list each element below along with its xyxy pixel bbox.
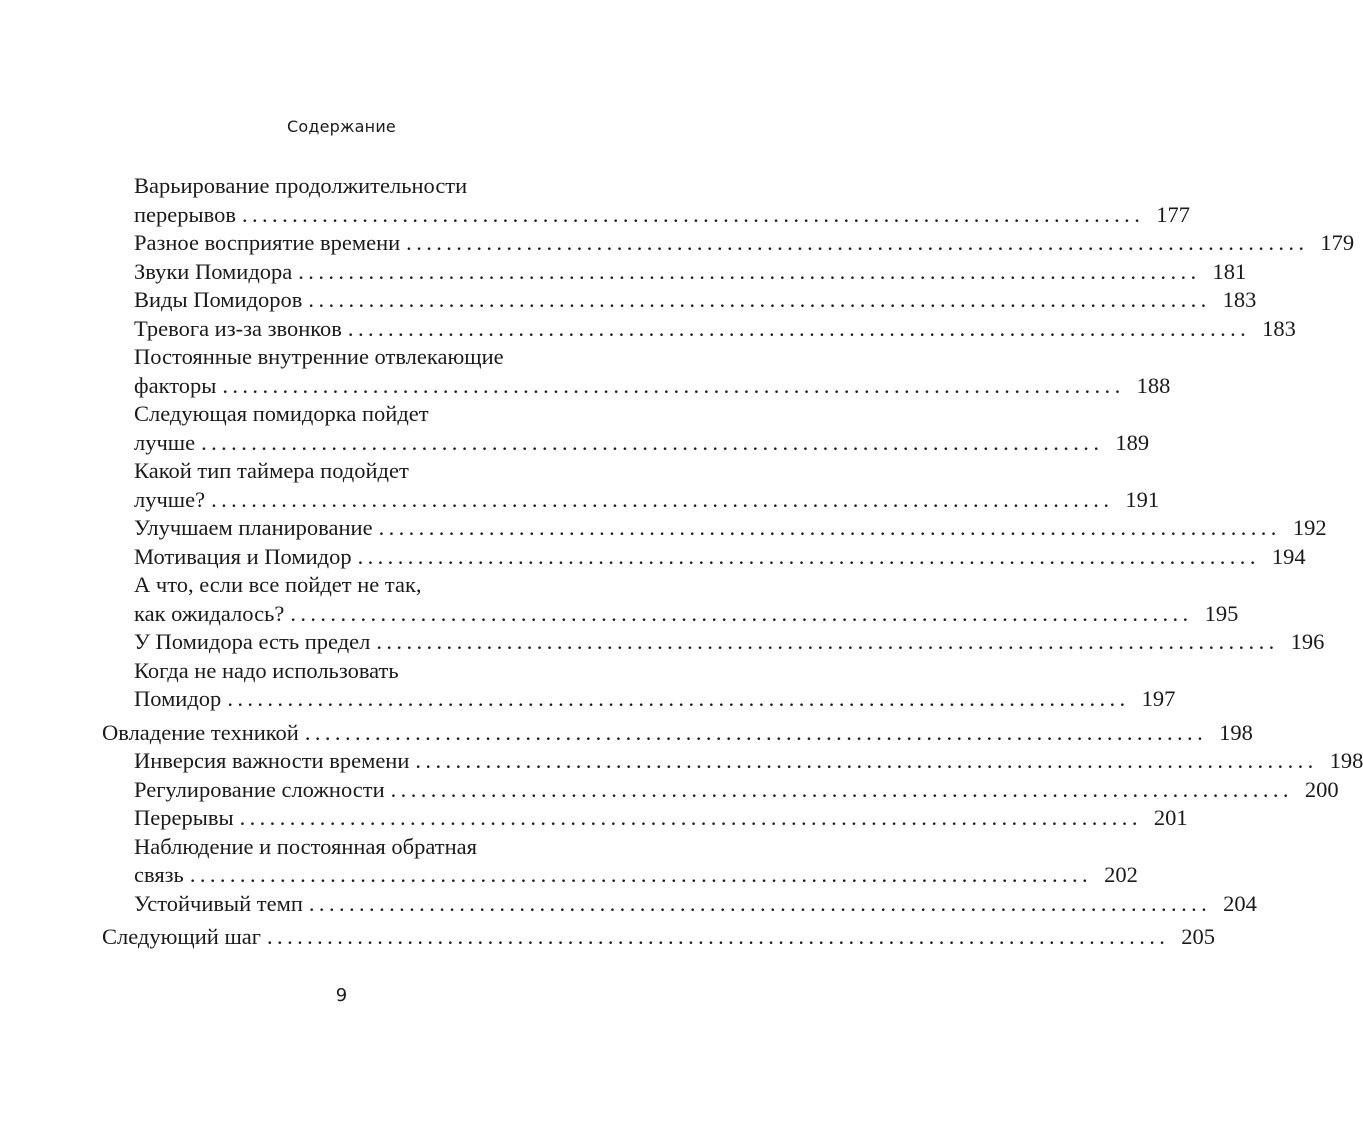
toc-page-number: 177: [1156, 201, 1190, 227]
toc-entry-title: Овладение техникой: [102, 719, 299, 745]
toc-entry[interactable]: [102, 315, 1296, 344]
toc-entry-title: Устойчивый темп: [134, 890, 303, 916]
toc-entry-title: Разное восприятие времени: [134, 230, 401, 255]
dot-leader: ..........................................................................................: [347, 315, 1251, 341]
running-head: Содержание: [287, 117, 396, 136]
toc-page-number: 195: [1204, 600, 1239, 626]
toc-entry-title: Варьирование продолжительности: [134, 173, 468, 198]
toc-page-number: 192: [1292, 515, 1327, 540]
toc-page-number: 205: [1181, 924, 1216, 949]
toc-entry[interactable]: [102, 776, 1339, 805]
toc-page-number: 194: [1271, 543, 1306, 569]
toc-entry[interactable]: [102, 343, 1171, 400]
toc-page-number: 183: [1222, 287, 1257, 312]
toc-entry-title: Инверсия важности времени: [134, 748, 410, 773]
toc-entry-title: как ожидалось?: [134, 600, 285, 626]
toc-entry[interactable]: [102, 229, 1355, 258]
dot-leader: ..........................................................................................: [241, 201, 1145, 227]
toc-entry[interactable]: [102, 833, 1138, 890]
toc-entry-title: Тревога из-за звонков: [134, 315, 342, 341]
dot-leader: ..........................................................................................: [304, 719, 1208, 745]
toc-page-number: 198: [1219, 719, 1253, 745]
toc-entry-title: Помидор: [134, 686, 222, 711]
toc-entry-title: лучше: [134, 429, 196, 455]
dot-leader: ..........................................................................................: [201, 429, 1104, 455]
toc-entry-title: лучше?: [134, 486, 206, 512]
toc-page-number: 191: [1125, 486, 1160, 512]
toc-entry-title: Улучшаем планирование: [134, 515, 373, 540]
dot-leader: ..........................................................................................: [267, 924, 1170, 949]
page-number: 9: [335, 985, 348, 1006]
toc-page-number: 200: [1304, 776, 1339, 802]
toc-entry[interactable]: [102, 657, 1176, 714]
table-of-contents: [102, 172, 1363, 952]
dot-leader: ..........................................................................................: [308, 287, 1211, 312]
dot-leader: ..........................................................................................: [376, 629, 1279, 654]
dot-leader: ..........................................................................................: [357, 543, 1260, 569]
toc-entry[interactable]: [102, 543, 1306, 572]
toc-entry-title: Когда не надо использовать: [134, 657, 399, 683]
toc-entry[interactable]: [102, 747, 1363, 776]
dot-leader: ..........................................................................................: [211, 486, 1114, 512]
toc-page-number: 188: [1136, 372, 1171, 398]
toc-entry-title: связь: [134, 862, 184, 887]
toc-page-number: 183: [1262, 315, 1296, 341]
toc-entry-title: факторы: [134, 372, 217, 398]
toc-entry[interactable]: [102, 719, 1253, 748]
toc-entry-title: Регулирование сложности: [134, 776, 385, 802]
toc-entry-title: Следующая помидорка пойдет: [134, 401, 429, 426]
dot-leader: ..........................................................................................: [189, 862, 1093, 887]
dot-leader: ..........................................................................................: [406, 230, 1309, 255]
toc-page-number: 198: [1329, 748, 1363, 773]
dot-leader: ..........................................................................................: [227, 686, 1130, 711]
dot-leader: ..........................................................................................: [239, 805, 1142, 830]
toc-page-number: 202: [1104, 862, 1138, 887]
toc-entry[interactable]: [102, 286, 1257, 315]
dot-leader: ..........................................................................................: [390, 776, 1293, 802]
dot-leader: ..........................................................................................: [415, 748, 1318, 773]
toc-entry[interactable]: [102, 514, 1327, 543]
toc-entry-title: У Помидора есть предел: [134, 629, 371, 654]
toc-page-number: 181: [1212, 258, 1247, 284]
toc-entry-title: Наблюдение и постоянная обратная: [134, 833, 477, 859]
toc-entry[interactable]: [102, 258, 1247, 287]
dot-leader: ..........................................................................................: [378, 515, 1281, 540]
toc-page-number: 179: [1320, 230, 1355, 255]
toc-entry[interactable]: [102, 890, 1257, 919]
toc-entry-title: Следующий шаг: [102, 924, 262, 949]
toc-entry-title: Виды Помидоров: [134, 287, 303, 312]
toc-entry[interactable]: [102, 628, 1325, 657]
toc-entry-title: перерывов: [134, 201, 236, 227]
dot-leader: ..........................................................................................: [308, 890, 1212, 916]
toc-entry-title: А что, если все пойдет не так,: [134, 572, 422, 597]
toc-page-number: 196: [1290, 629, 1325, 654]
toc-page-number: 189: [1115, 429, 1150, 455]
toc-entry[interactable]: [102, 923, 1216, 952]
toc-page-number: 197: [1141, 686, 1176, 711]
dot-leader: ..........................................................................................: [290, 600, 1193, 626]
toc-entry-title: Перерывы: [134, 805, 234, 830]
dot-leader: ..........................................................................................: [222, 372, 1125, 398]
toc-entry[interactable]: [102, 172, 1190, 229]
toc-entry-title: Мотивация и Помидор: [134, 543, 352, 569]
toc-entry[interactable]: [102, 804, 1188, 833]
toc-entry-title: Звуки Помидора: [134, 258, 293, 284]
dot-leader: ..........................................................................................: [298, 258, 1201, 284]
toc-entry[interactable]: [102, 457, 1160, 514]
toc-entry[interactable]: [102, 400, 1150, 457]
toc-page-number: 204: [1223, 890, 1257, 916]
toc-entry[interactable]: [102, 571, 1239, 628]
toc-entry-title: Постоянные внутренние отвлекающие: [134, 344, 504, 369]
toc-page-number: 201: [1153, 805, 1188, 830]
toc-entry-title: Какой тип таймера подойдет: [134, 458, 409, 483]
